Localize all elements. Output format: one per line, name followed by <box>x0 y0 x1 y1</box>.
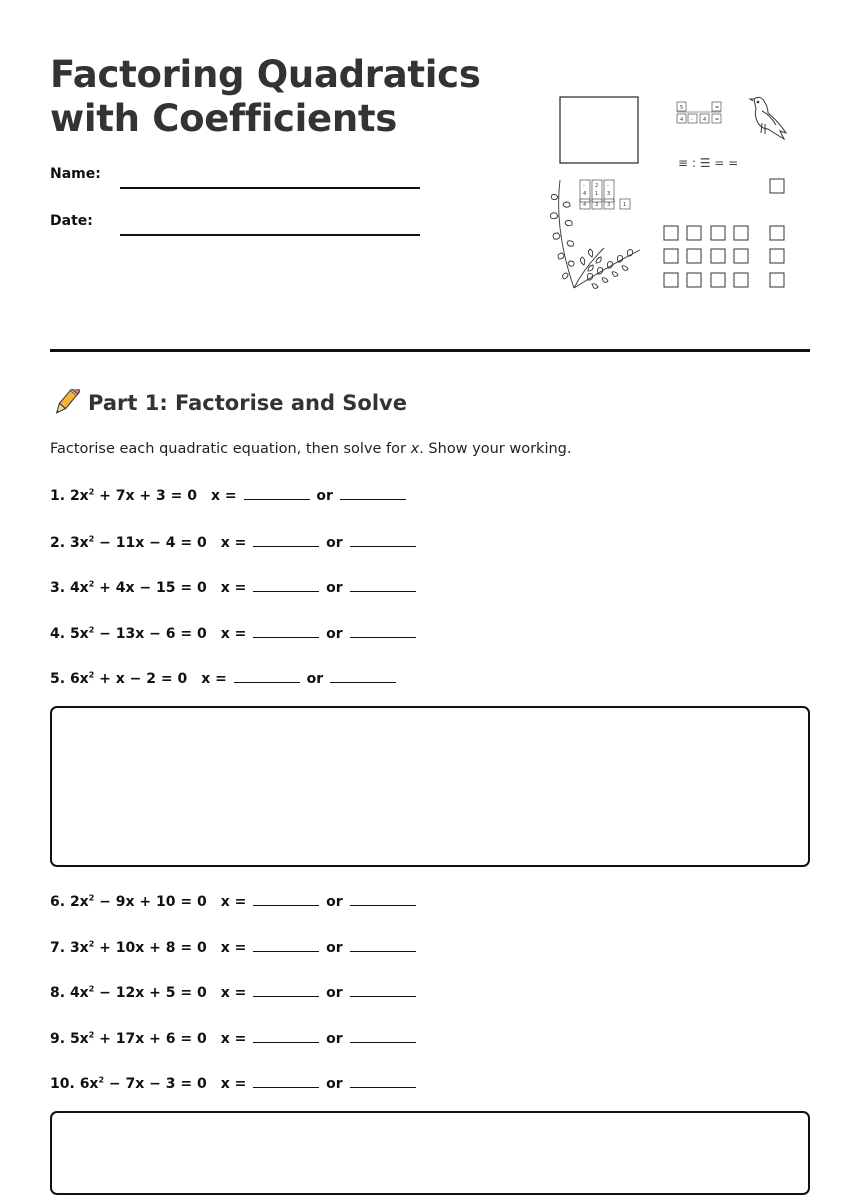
answer-blank[interactable] <box>350 1074 416 1088</box>
answer-blank[interactable] <box>253 533 319 547</box>
question-6: 6. $2x^2 - 9x + 10 = 0$ x = or <box>50 892 418 912</box>
worksheet-title <box>50 53 481 141</box>
answer-blank[interactable] <box>253 938 319 952</box>
question-2: 2. $3x^2 - 11x - 4 = 0$ x = or <box>50 533 418 553</box>
svg-text:1: 1 <box>595 191 599 197</box>
svg-text:-: - <box>691 117 693 123</box>
svg-text:=: = <box>715 105 720 111</box>
question-3: 3. $4x^2 + 4x - 15 = 0$ x = or <box>50 578 418 598</box>
svg-text:-: - <box>583 183 585 189</box>
svg-text:2: 2 <box>595 183 599 189</box>
answer-blank[interactable] <box>340 486 406 500</box>
answer-blank[interactable] <box>234 669 300 683</box>
number-tiles-left-icon <box>580 180 630 209</box>
question-10: 10. $6x^2 - 7x - 3 = 0$ x = or <box>50 1074 418 1094</box>
name-label: Name: <box>50 166 101 182</box>
answer-blank[interactable] <box>253 1029 319 1043</box>
answer-blank[interactable] <box>253 983 319 997</box>
svg-text:-: - <box>607 183 609 189</box>
name-field[interactable] <box>120 187 420 189</box>
title-line-2: with Coefficients <box>50 97 397 140</box>
answer-blank[interactable] <box>244 486 310 500</box>
part1-heading <box>50 389 407 417</box>
answer-blank[interactable] <box>350 983 416 997</box>
pencil-icon <box>50 389 80 417</box>
date-label: Date: <box>50 213 93 229</box>
question-4: 4. $5x^2 - 13x - 6 = 0$ x = or <box>50 624 418 644</box>
number-tiles-top-icon <box>677 102 721 123</box>
answer-blank[interactable] <box>350 1029 416 1043</box>
answer-blank[interactable] <box>350 624 416 638</box>
question-7: 7. $3x^2 + 10x + 8 = 0$ x = or <box>50 938 418 958</box>
answer-blank[interactable] <box>350 533 416 547</box>
svg-text:5: 5 <box>680 105 684 111</box>
answer-blank[interactable] <box>350 578 416 592</box>
working-box-1[interactable] <box>50 706 810 867</box>
svg-text:4: 4 <box>583 202 587 208</box>
answer-blank[interactable] <box>350 892 416 906</box>
instruction-text: Factorise each quadratic equation, then solve for x. Show your working. <box>50 441 572 457</box>
decorative-clipart <box>540 85 810 300</box>
answer-blank[interactable] <box>330 669 396 683</box>
svg-text:4: 4 <box>583 191 587 197</box>
svg-text:4: 4 <box>680 117 684 123</box>
checkbox-icon <box>770 179 784 193</box>
answer-blank[interactable] <box>253 578 319 592</box>
answer-blank[interactable] <box>253 892 319 906</box>
svg-text:1: 1 <box>623 202 627 208</box>
svg-text:4: 4 <box>703 117 707 123</box>
question-9: 9. $5x^2 + 17x + 6 = 0$ x = or <box>50 1029 418 1049</box>
svg-text:=: = <box>715 117 720 123</box>
part1-heading-text: Part 1: Factorise and Solve <box>88 391 407 415</box>
question-1: 1. $2x^2 + 7x + 3 = 0$ x = or <box>50 486 408 506</box>
square-grid-icon <box>664 226 784 287</box>
working-box-2[interactable] <box>50 1111 810 1195</box>
date-field[interactable] <box>120 234 420 236</box>
bird-icon <box>750 97 786 139</box>
answer-blank[interactable] <box>253 624 319 638</box>
title-line-1: Factoring Quadratics <box>50 53 481 96</box>
question-8: 8. $4x^2 - 12x + 5 = 0$ x = or <box>50 983 418 1003</box>
picture-frame-icon <box>560 97 638 163</box>
answer-blank[interactable] <box>253 1074 319 1088</box>
svg-text:3: 3 <box>607 191 611 197</box>
svg-text:3: 3 <box>595 202 599 208</box>
instruction-variable: x <box>410 441 420 457</box>
svg-text:3: 3 <box>607 202 611 208</box>
question-5: 5. $6x^2 + x - 2 = 0$ x = or <box>50 669 398 689</box>
header-divider <box>50 349 810 352</box>
symbols-row: ≡ : ☰ = = <box>678 156 739 170</box>
answer-blank[interactable] <box>350 938 416 952</box>
